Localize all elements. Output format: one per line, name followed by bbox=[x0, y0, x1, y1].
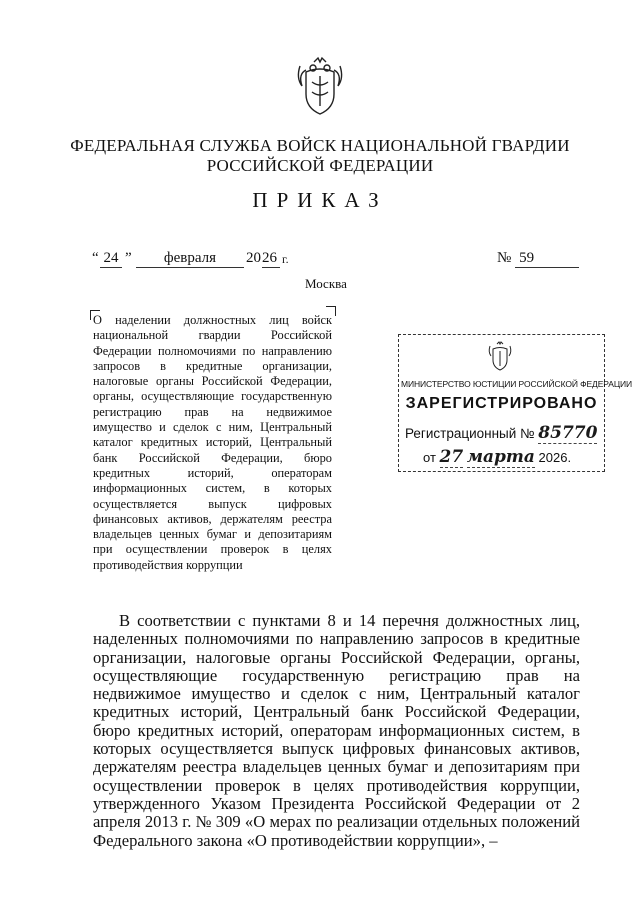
agency-line-1: ФЕДЕРАЛЬНАЯ СЛУЖБА ВОЙСК НАЦИОНАЛЬНОЙ ГВАРДИИ bbox=[70, 136, 570, 155]
date-quote-open: “ bbox=[92, 250, 99, 266]
stamp-status: ЗАРЕГИСТРИРОВАНО bbox=[405, 395, 598, 412]
date-month: февраля bbox=[136, 250, 244, 268]
order-preamble: В соответствии с пунктами 8 и 14 перечня должностных лиц, наделенных полномочиями по направлению запросов в кредитные организации, налоговые органы Российской Федерации, органы, осуществляющие государственную регистрацию прав на недвижимое имущество и сделок с ним, Центральный каталог кредитных историй, Центральный банк Российской Федерации, бюро кредитных историй, операторам информационных систем, в которых осуществляется выпуск цифровых финансовых активов, держателям реестра владельцев ценных бумаг и депозитариям при осуществлении проверок в целях противодействия коррупции, утвержденного Указом Президента Российской Федерации от 2 апреля 2013 г. № 309 «О мерах по реализации отдельных положений Федерального закона «О противодействии коррупции», – bbox=[93, 611, 580, 850]
date-year-unit: г. bbox=[282, 252, 289, 266]
number-value: 59 bbox=[515, 250, 579, 268]
date-quote-close: ” bbox=[125, 250, 132, 266]
date-day: 24 bbox=[100, 250, 122, 268]
stamp-reg-label: Регистрационный № bbox=[405, 426, 535, 441]
order-subject: О наделении должностных лиц войск национальной гвардии Российской Федерации полномочиями по направлению запросов в кредитные организации, налоговые органы Российской Федерации, органы, осуществляющие государственную регистрацию прав на недвижимое имущество и сделок с ним, Центральный каталог кредитных историй, Центральный банк Российской Федерации, бюро кредитных историй, операторам информационных систем, в которых осуществляется выпуск цифровых финансовых активов, держателям реестра владельцев ценных бумаг и депозитариям при осуществлении проверок в целях противодействия коррупции bbox=[93, 313, 332, 572]
number-label: № bbox=[497, 250, 512, 266]
agency-line-2: РОССИЙСКОЙ ФЕДЕРАЦИИ bbox=[206, 156, 434, 175]
registration-stamp bbox=[398, 334, 633, 472]
agency-name bbox=[60, 136, 580, 176]
document-type-title: ПРИКАЗ bbox=[252, 188, 388, 212]
stamp-date-month: марта bbox=[466, 447, 535, 467]
stamp-date-year: 2026. bbox=[538, 450, 572, 465]
stamp-reg-number: 85770 bbox=[538, 423, 598, 443]
city: Москва bbox=[305, 276, 347, 291]
stamp-date-day: 27 bbox=[439, 447, 464, 467]
stamp-registration-number bbox=[405, 423, 597, 443]
coat-of-arms-emblem bbox=[292, 56, 348, 120]
stamp-ministry: МИНИСТЕРСТВО ЮСТИЦИИ РОССИЙСКОЙ ФЕДЕРАЦИИ bbox=[401, 379, 633, 389]
stamp-date-prefix: от bbox=[423, 450, 436, 465]
order-number bbox=[497, 250, 579, 268]
date-year-prefix: 20 bbox=[246, 250, 261, 266]
stamp-registration-date bbox=[423, 447, 571, 468]
date-year-suffix: 26 bbox=[262, 250, 280, 268]
stamp-emblem-icon bbox=[486, 341, 514, 373]
